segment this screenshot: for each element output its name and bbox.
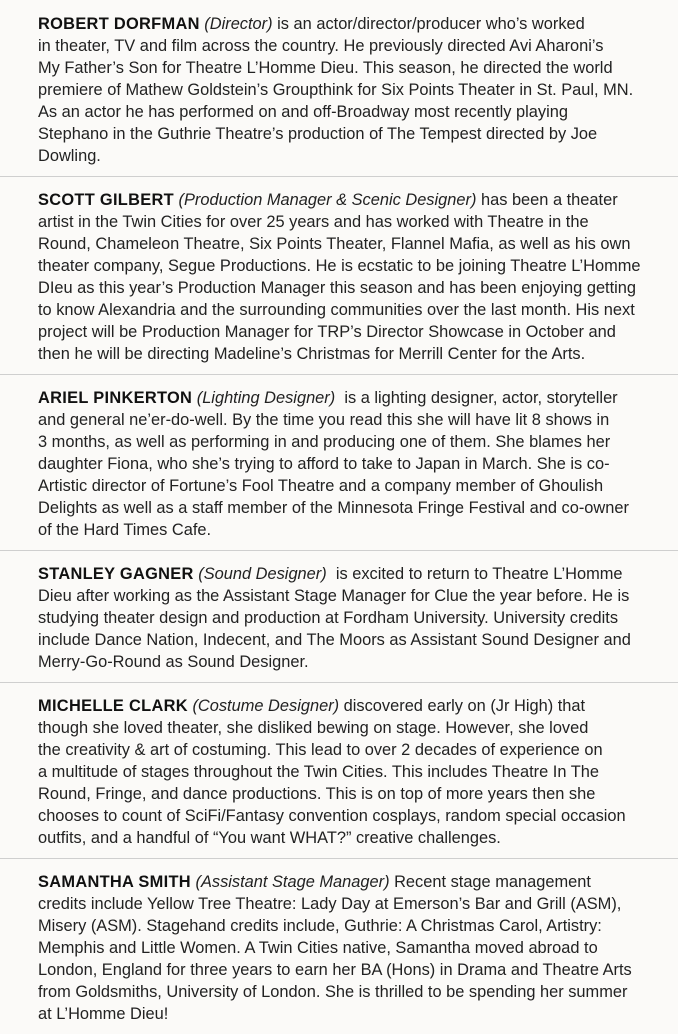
bio-line: As an actor he has performed on and off-Broadway most recently playing — [38, 103, 568, 121]
bio-entry — [38, 177, 656, 374]
bio-line: and general ne’er-do-well. By the time you read this she will have lit 8 shows in — [38, 411, 610, 429]
bio-paragraph — [38, 13, 656, 167]
bio-name: ROBERT DORFMAN — [38, 15, 200, 33]
bio-paragraph — [38, 871, 656, 1025]
bio-entry — [38, 859, 656, 1034]
bio-role: (Costume Designer) — [192, 697, 340, 715]
bio-line: artist in the Twin Cities for over 25 years and has worked with Theatre in the — [38, 213, 589, 231]
bio-entry — [38, 375, 656, 550]
bio-line: premiere of Mathew Goldstein’s Groupthink for Six Points Theater in St. Paul, MN. — [38, 81, 634, 99]
bio-line: though she loved theater, she disliked bewing on stage. However, she loved — [38, 719, 589, 737]
bio-name: ARIEL PINKERTON — [38, 389, 193, 407]
bio-line: theater company, Segue Productions. He is ecstatic to be joining Theatre L’Homme — [38, 257, 641, 275]
bio-line: from Goldsmiths, University of London. She is thrilled to be spending her summer — [38, 983, 628, 1001]
bio-line: 3 months, as well as performing in and producing one of them. She blames her — [38, 433, 611, 451]
bio-name: STANLEY GAGNER — [38, 565, 194, 583]
bio-line: Misery (ASM). Stagehand credits include, Guthrie: A Christmas Carol, Artistry: — [38, 917, 602, 935]
bio-line: at L’Homme Dieu! — [38, 1005, 169, 1023]
bio-line — [38, 563, 656, 585]
bio-line: Merry-Go-Round as Sound Designer. — [38, 653, 309, 671]
bio-text: Recent stage management — [389, 873, 591, 891]
bio-line: Dieu after working as the Assistant Stage Manager for Clue the year before. He is — [38, 587, 630, 605]
bio-text: discovered early on (Jr High) that — [339, 697, 586, 715]
bio-line: DIeu as this year’s Production Manager this season and has been enjoying getting — [38, 279, 637, 297]
bio-line: chooses to count of SciFi/Fantasy convention cosplays, random special occasion — [38, 807, 626, 825]
bio-paragraph — [38, 695, 656, 849]
bio-line — [38, 13, 656, 35]
bio-line: My Father’s Son for Theatre L’Homme Dieu. This season, he directed the world — [38, 59, 613, 77]
bio-role: (Production Manager & Scenic Designer) — [178, 191, 477, 209]
bio-role: (Sound Designer) — [198, 565, 327, 583]
bio-line — [38, 387, 656, 409]
bio-text: has been a theater — [476, 191, 618, 209]
bio-line — [38, 695, 656, 717]
bio-line: of the Hard Times Cafe. — [38, 521, 212, 539]
bio-role: (Assistant Stage Manager) — [195, 873, 390, 891]
bio-entry — [38, 13, 656, 176]
bio-line: Round, Chameleon Theatre, Six Points Theater, Flannel Mafia, as well as his own — [38, 235, 631, 253]
bio-paragraph — [38, 563, 656, 673]
bio-role: (Lighting Designer) — [196, 389, 336, 407]
bio-name: SAMANTHA SMITH — [38, 873, 191, 891]
bio-line — [38, 871, 656, 893]
bio-line: project will be Production Manager for TRP’s Director Showcase in October and — [38, 323, 616, 341]
bio-line: Artistic director of Fortune’s Fool Theatre and a company member of Ghoulish — [38, 477, 604, 495]
bio-line: to know Alexandria and the surrounding communities over the last month. His next — [38, 301, 635, 319]
bio-line: include Dance Nation, Indecent, and The Moors as Assistant Sound Designer and — [38, 631, 631, 649]
bio-name: MICHELLE CLARK — [38, 697, 188, 715]
bio-line: Delights as well as a staff member of the Minnesota Fringe Festival and co-owner — [38, 499, 629, 517]
bio-name: SCOTT GILBERT — [38, 191, 174, 209]
bio-line — [38, 189, 656, 211]
bio-line: Dowling. — [38, 147, 101, 165]
bio-line: Memphis and Little Women. A Twin Cities native, Samantha moved abroad to — [38, 939, 598, 957]
bio-line: daughter Fiona, who she’s trying to afford to take to Japan in March. She is co- — [38, 455, 610, 473]
bio-line: London, England for three years to earn her BA (Hons) in Drama and Theatre Arts — [38, 961, 632, 979]
bio-line: Stephano in the Guthrie Theatre’s production of The Tempest directed by Joe — [38, 125, 598, 143]
bio-line: in theater, TV and film across the country. He previously directed Avi Aharoni’s — [38, 37, 604, 55]
bio-entry — [38, 551, 656, 682]
bio-entry — [38, 683, 656, 858]
bio-line: a multitude of stages throughout the Twin Cities. This includes Theatre In The — [38, 763, 599, 781]
bio-paragraph — [38, 189, 656, 365]
bio-role: (Director) — [204, 15, 273, 33]
bio-line: then he will be directing Madeline’s Christmas for Merrill Center for the Arts. — [38, 345, 586, 363]
bio-text: is a lighting designer, actor, storyteller — [335, 389, 618, 407]
bio-line: the creativity & art of costuming. This lead to over 2 decades of experience on — [38, 741, 603, 759]
bio-line: Round, Fringe, and dance productions. This is on top of more years then she — [38, 785, 596, 803]
bio-line: credits include Yellow Tree Theatre: Lady Day at Emerson’s Bar and Grill (ASM), — [38, 895, 622, 913]
bio-text: is excited to return to Theatre L’Homme — [326, 565, 623, 583]
bio-line: outfits, and a handful of “You want WHAT?” creative challenges. — [38, 829, 501, 847]
bio-line: studying theater design and production at Fordham University. University credits — [38, 609, 619, 627]
bio-text: is an actor/director/producer who’s worked — [272, 15, 585, 33]
bio-paragraph — [38, 387, 656, 541]
